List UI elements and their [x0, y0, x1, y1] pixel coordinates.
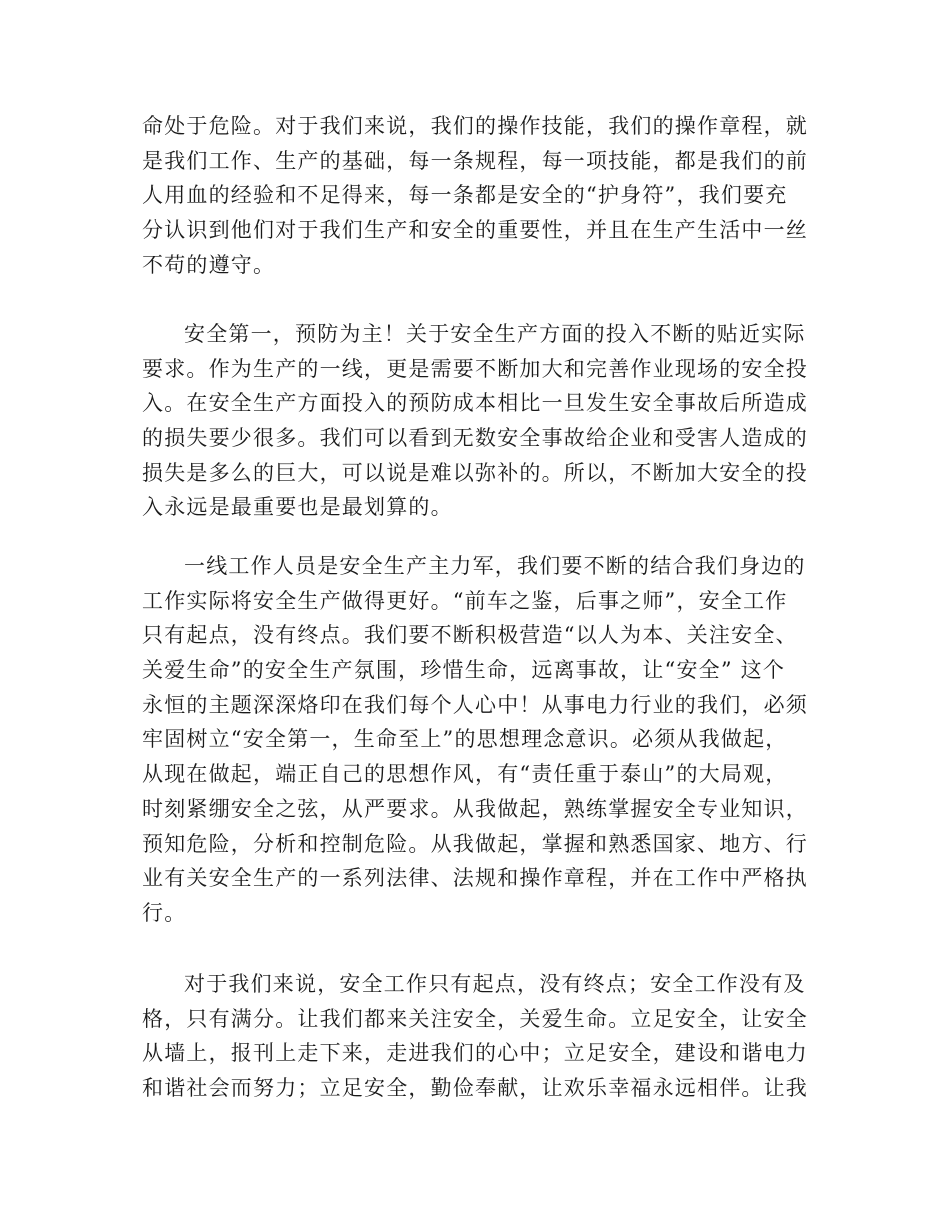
paragraph-4: [142, 967, 808, 1106]
text-line: 对于我们来说，安全工作只有起点，没有终点；安全工作没有及: [184, 972, 806, 996]
paragraph-1: [142, 109, 808, 282]
text-line: 命处于危险。对于我们来说，我们的操作技能，我们的操作章程，就: [142, 114, 808, 138]
text-line: 损失是多么的巨大，可以说是难以弥补的。所以，不断加大安全的投: [142, 460, 808, 485]
text-line: 不苟的遵守。: [142, 252, 276, 277]
text-line: 入永远是最重要也是最划算的。: [142, 495, 453, 520]
text-line: 时刻紧绷安全之弦，从严要求。从我做起，熟练掌握安全专业知识，: [142, 796, 808, 821]
text-line: 入。在安全生产方面投入的预防成本相比一旦发生安全事故后所造成: [142, 391, 808, 416]
text-line: 是我们工作、生产的基础，每一条规程，每一项技能，都是我们的前: [142, 148, 808, 173]
text-line: 永恒的主题深深烙印在我们每个人心中！从事电力行业的我们，必须: [142, 692, 808, 717]
text-line: 人用血的经验和不足得来，每一条都是安全的“护身符”，我们要充: [142, 183, 788, 208]
text-line: 和谐社会而努力；立足安全，勤俭奉献，让欢乐幸福永远相伴。让我: [142, 1076, 808, 1101]
text-line: 业有关安全生产的一系列法律、法规和操作章程，并在工作中严格执: [142, 866, 808, 891]
text-line: 从墙上，报刊上走下来，走进我们的心中；立足安全，建设和谐电力: [142, 1041, 808, 1066]
text-line: 只有起点，没有终点。我们要不断积极营造“以人为本、关注安全、: [142, 623, 798, 648]
text-line: 预知危险，分析和控制危险。从我做起，掌握和熟悉国家、地方、行: [142, 831, 808, 856]
text-line: 的损失要少很多。我们可以看到无数安全事故给企业和受害人造成的: [142, 426, 808, 451]
text-line: 安全第一，预防为主！关于安全生产方面的投入不断的贴近实际: [184, 322, 806, 346]
paragraph-3: [142, 549, 808, 931]
text-line: 格，只有满分。让我们都来关注安全，关爱生命。立足安全，让安全: [142, 1006, 808, 1031]
text-line: 行。: [142, 900, 187, 925]
text-line: 分认识到他们对于我们生产和安全的重要性，并且在生产生活中一丝: [142, 218, 808, 243]
text-line: 从现在做起，端正自己的思想作风，有“责任重于泰山”的大局观，: [142, 762, 788, 787]
text-line: 要求。作为生产的一线，更是需要不断加大和完善作业现场的安全投: [142, 356, 808, 381]
text-line: 工作实际将安全生产做得更好。“前车之鉴，后事之师”，安全工作: [142, 588, 788, 613]
text-line: 关爱生命”的安全生产氛围，珍惜生命，远离事故，让“安全” 这个: [142, 658, 786, 683]
text-line: 一线工作人员是安全生产主力军，我们要不断的结合我们身边的: [184, 554, 806, 578]
text-line: 牢固树立“安全第一，生命至上”的思想理念意识。必须从我做起，: [142, 727, 788, 752]
paragraph-2: [142, 317, 808, 525]
